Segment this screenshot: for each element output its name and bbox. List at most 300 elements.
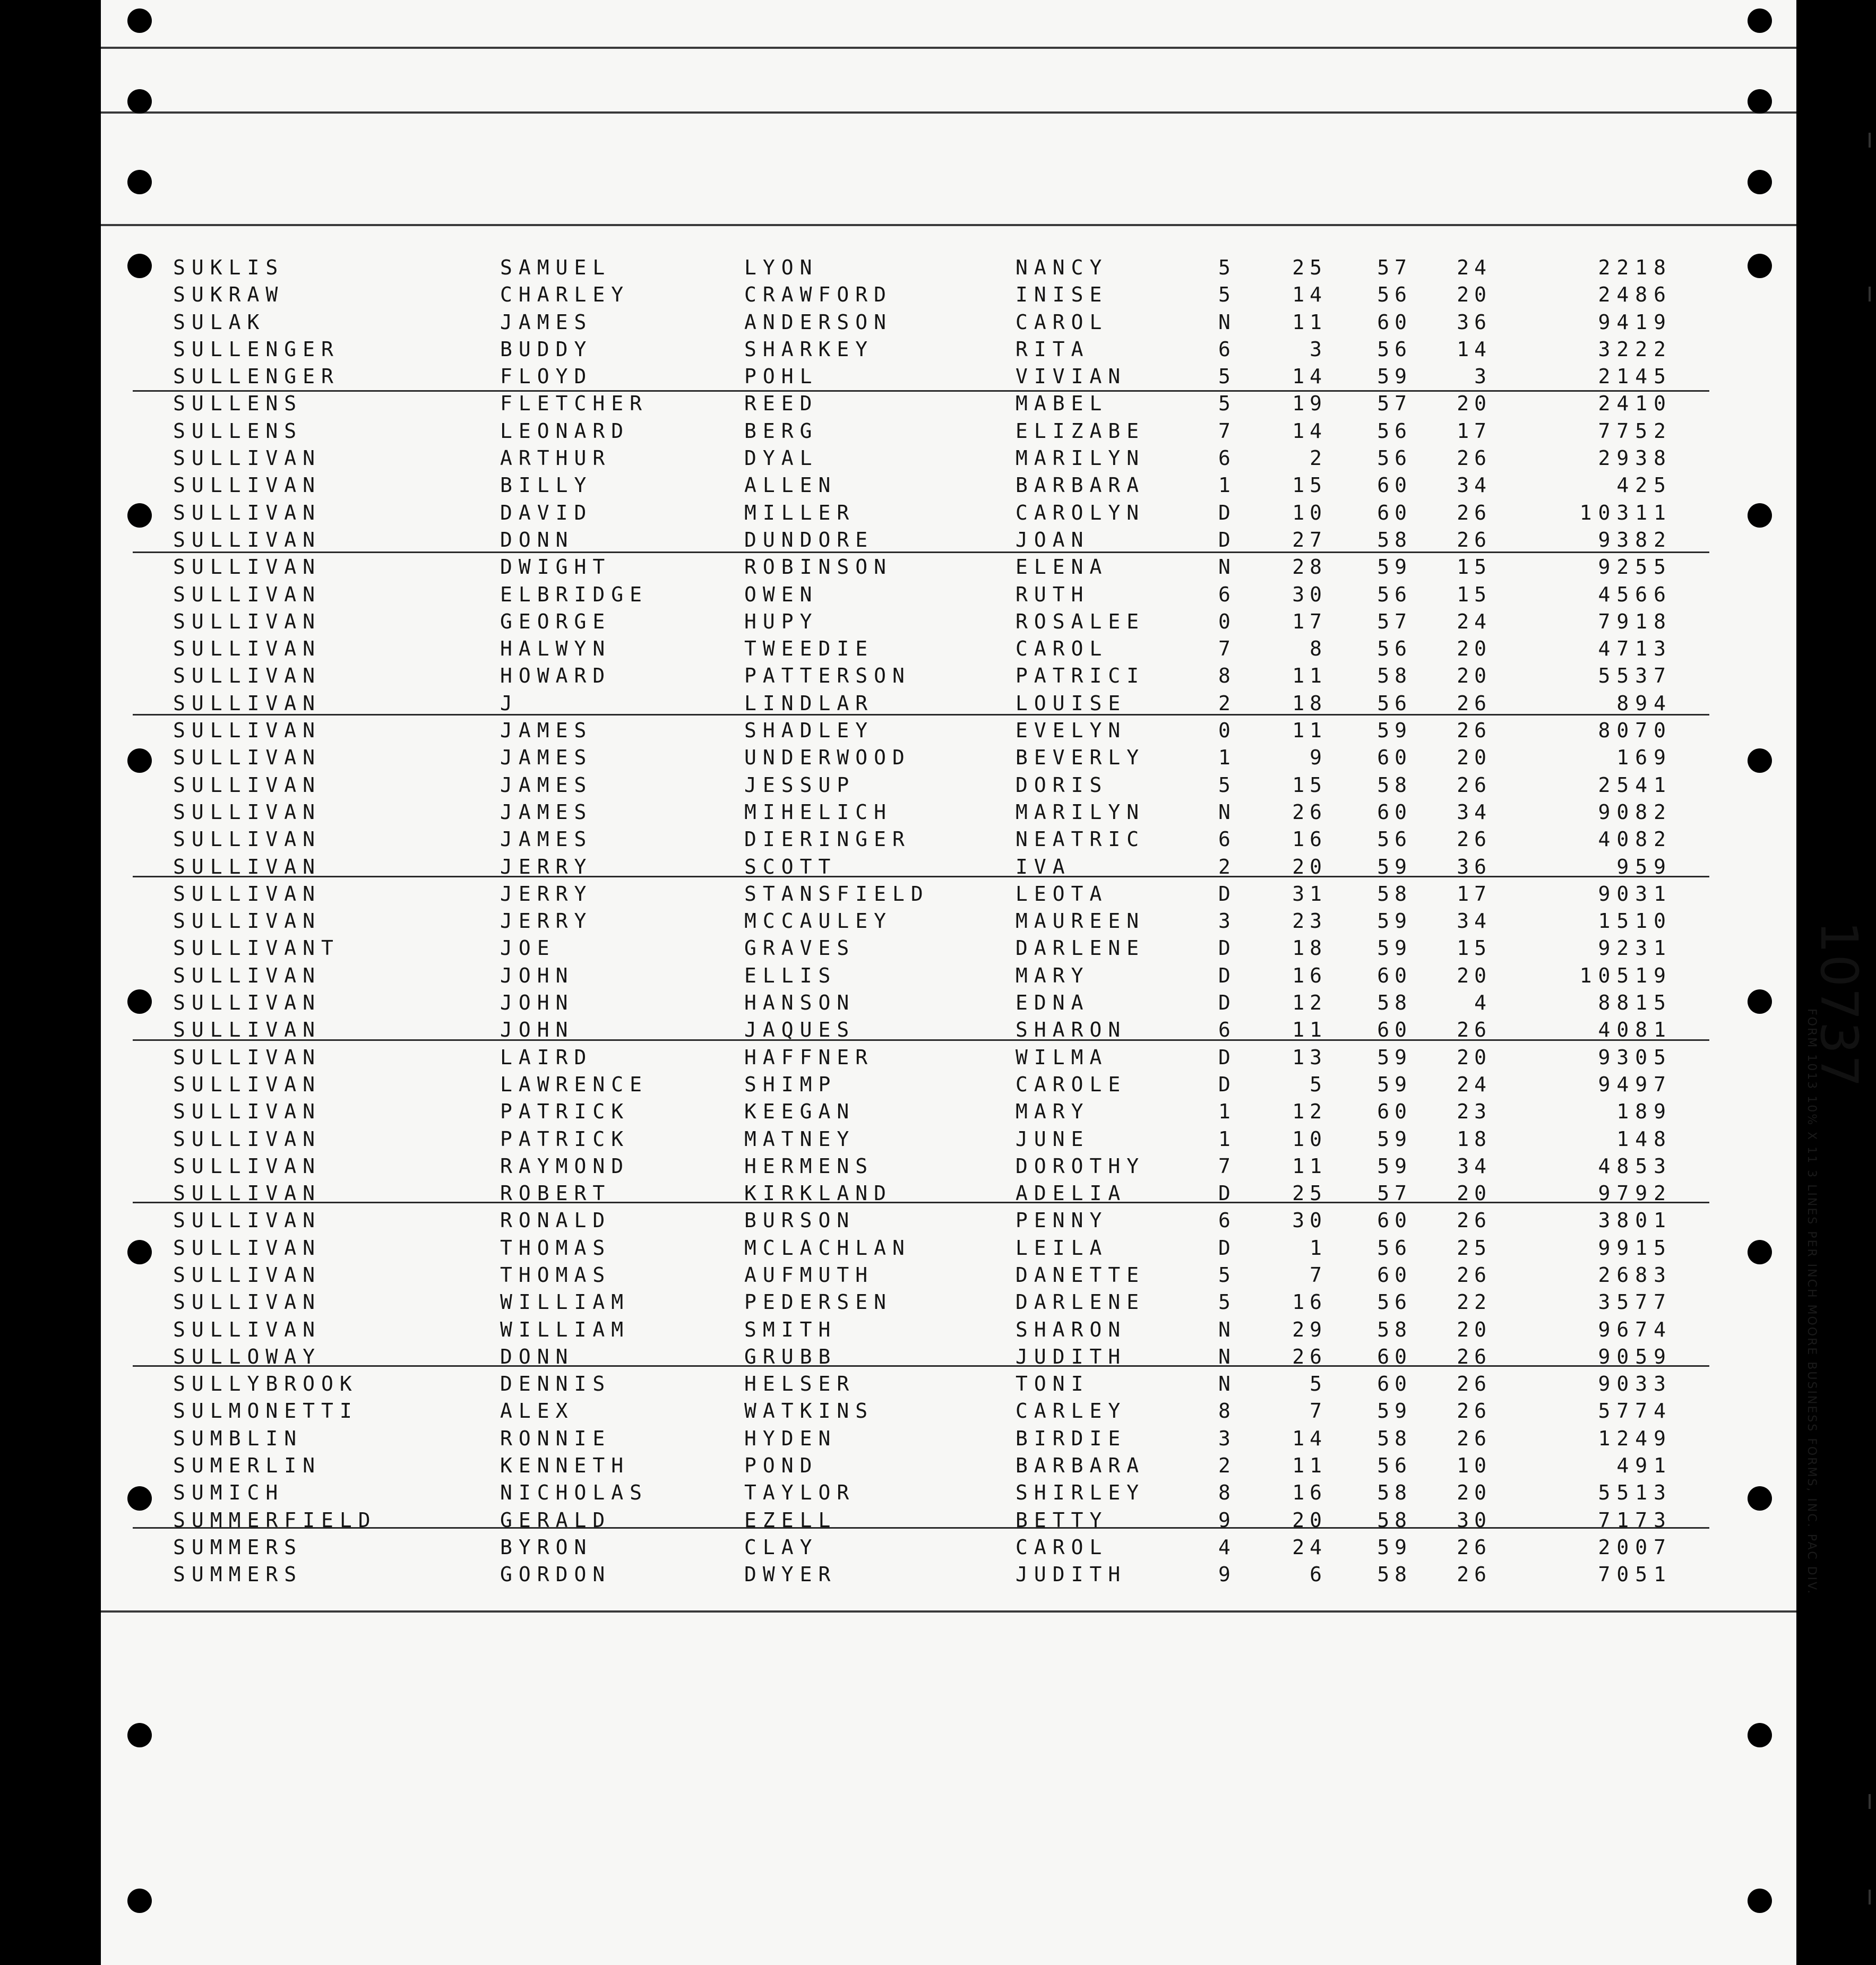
last-name: SUMMERS xyxy=(173,1535,303,1559)
record-code: 7 xyxy=(1218,637,1230,661)
spouse-first-name: CAROLE xyxy=(1016,1072,1127,1096)
last-name: SULLIVAN xyxy=(173,746,322,770)
last-name: SULLIVAN xyxy=(173,528,322,551)
number-value: 22 xyxy=(1457,1290,1492,1314)
record-code: 8 xyxy=(1218,1399,1230,1423)
spouse-first-name: MARY xyxy=(1016,963,1090,987)
spouse-first-name: DARLENE xyxy=(1016,936,1146,960)
day-value: 17 xyxy=(1292,609,1327,633)
year-value: 58 xyxy=(1377,882,1412,906)
record-row xyxy=(101,1533,1796,1561)
record-id: 7918 xyxy=(1598,609,1672,633)
spouse-first-name: CAROLYN xyxy=(1016,501,1146,524)
day-value: 8 xyxy=(1310,637,1327,661)
number-value: 26 xyxy=(1457,1372,1492,1396)
record-row xyxy=(101,335,1796,363)
spouse-first-name: EVELYN xyxy=(1016,719,1127,743)
record-row xyxy=(101,608,1796,635)
record-code: 3 xyxy=(1218,909,1230,933)
number-value: 20 xyxy=(1457,1182,1492,1205)
spouse-last-name: SHIMP xyxy=(744,1072,837,1096)
number-value: 26 xyxy=(1457,446,1492,470)
number-value: 34 xyxy=(1457,473,1492,497)
first-name: RONNIE xyxy=(500,1426,612,1450)
day-value: 12 xyxy=(1292,1100,1327,1124)
year-value: 59 xyxy=(1377,1127,1412,1151)
record-row xyxy=(101,1261,1796,1288)
spouse-last-name: GRUBB xyxy=(744,1345,837,1368)
spouse-first-name: MARILYN xyxy=(1016,446,1146,470)
spouse-last-name: SHARKEY xyxy=(744,337,874,361)
spouse-last-name: TAYLOR xyxy=(744,1481,856,1505)
record-code: 0 xyxy=(1218,719,1230,743)
first-name: GERALD xyxy=(500,1508,612,1532)
spouse-first-name: VIVIAN xyxy=(1016,365,1127,389)
number-value: 17 xyxy=(1457,419,1492,443)
tractor-feed-hole xyxy=(1748,8,1772,33)
day-value: 15 xyxy=(1292,473,1327,497)
spouse-last-name: SCOTT xyxy=(744,855,837,878)
spouse-first-name: JUNE xyxy=(1016,1127,1090,1151)
first-name: JERRY xyxy=(500,882,593,906)
first-name: JAMES xyxy=(500,800,593,824)
day-value: 26 xyxy=(1292,800,1327,824)
record-code: 6 xyxy=(1218,446,1230,470)
record-code: 8 xyxy=(1218,664,1230,688)
spouse-last-name: ROBINSON xyxy=(744,555,893,579)
tractor-feed-hole xyxy=(127,1889,152,1913)
last-name: SULLIVAN xyxy=(173,501,322,524)
number-value: 20 xyxy=(1457,1481,1492,1505)
tractor-feed-hole xyxy=(1748,89,1772,114)
day-value: 11 xyxy=(1292,1454,1327,1478)
record-id: 9255 xyxy=(1598,555,1672,579)
tractor-feed-hole xyxy=(127,89,152,114)
spouse-last-name: JESSUP xyxy=(744,773,856,797)
year-value: 56 xyxy=(1377,337,1412,361)
last-name: SULLOWAY xyxy=(173,1345,322,1368)
last-name: SULLIVAN xyxy=(173,719,322,743)
day-value: 16 xyxy=(1292,1290,1327,1314)
last-name: SUMERLIN xyxy=(173,1454,322,1478)
record-id: 894 xyxy=(1616,691,1672,715)
number-value: 3 xyxy=(1474,365,1492,389)
perforation-band xyxy=(101,47,1796,49)
record-code: 6 xyxy=(1218,828,1230,851)
spouse-last-name: PEDERSEN xyxy=(744,1290,893,1314)
number-value: 26 xyxy=(1457,691,1492,715)
record-code: 5 xyxy=(1218,365,1230,389)
year-value: 56 xyxy=(1377,828,1412,851)
number-value: 24 xyxy=(1457,609,1492,633)
number-value: 15 xyxy=(1457,555,1492,579)
spouse-last-name: LINDLAR xyxy=(744,691,874,715)
last-name: SULLIVAN xyxy=(173,609,322,633)
record-row xyxy=(101,662,1796,689)
record-id: 1510 xyxy=(1598,909,1672,933)
first-name: FLETCHER xyxy=(500,392,649,416)
record-id: 9674 xyxy=(1598,1317,1672,1341)
first-name: LAWRENCE xyxy=(500,1072,649,1096)
day-value: 18 xyxy=(1292,936,1327,960)
spouse-last-name: POND xyxy=(744,1454,819,1478)
record-id: 959 xyxy=(1616,855,1672,878)
year-value: 60 xyxy=(1377,1345,1412,1368)
first-name: ARTHUR xyxy=(500,446,612,470)
day-value: 14 xyxy=(1292,1426,1327,1450)
spouse-first-name: JUDITH xyxy=(1016,1345,1127,1368)
margin-tick xyxy=(1869,1794,1871,1809)
last-name: SUMICH xyxy=(173,1481,285,1505)
record-code: 6 xyxy=(1218,337,1230,361)
day-value: 18 xyxy=(1292,691,1327,715)
spouse-last-name: HERMENS xyxy=(744,1154,874,1178)
first-name: JOE xyxy=(500,936,556,960)
first-name: PATRICK xyxy=(500,1127,630,1151)
record-row xyxy=(101,390,1796,417)
spouse-last-name: BERG xyxy=(744,419,819,443)
perforation-band xyxy=(101,224,1796,226)
last-name: SULLENGER xyxy=(173,365,340,389)
day-value: 14 xyxy=(1292,419,1327,443)
spouse-first-name: MARY xyxy=(1016,1100,1090,1124)
spouse-first-name: IVA xyxy=(1016,855,1071,878)
number-value: 34 xyxy=(1457,909,1492,933)
year-value: 59 xyxy=(1377,909,1412,933)
spouse-last-name: BURSON xyxy=(744,1209,856,1233)
last-name: SULLIVAN xyxy=(173,1263,322,1287)
first-name: JAMES xyxy=(500,310,593,334)
day-value: 29 xyxy=(1292,1317,1327,1341)
year-value: 58 xyxy=(1377,1563,1412,1587)
last-name: SULLIVAN xyxy=(173,1209,322,1233)
first-name: WILLIAM xyxy=(500,1317,630,1341)
record-code: 2 xyxy=(1218,691,1230,715)
day-value: 25 xyxy=(1292,1182,1327,1205)
day-value: 3 xyxy=(1310,337,1327,361)
number-value: 26 xyxy=(1457,1563,1492,1587)
last-name: SULLIVAN xyxy=(173,1018,322,1042)
first-name: DONN xyxy=(500,528,574,551)
number-value: 26 xyxy=(1457,1426,1492,1450)
spouse-first-name: ELENA xyxy=(1016,555,1108,579)
day-value: 1 xyxy=(1310,1236,1327,1260)
spouse-last-name: WATKINS xyxy=(744,1399,874,1423)
spouse-last-name: DYAL xyxy=(744,446,819,470)
record-id: 425 xyxy=(1616,473,1672,497)
spouse-first-name: CAROL xyxy=(1016,1535,1108,1559)
record-id: 189 xyxy=(1616,1100,1672,1124)
spouse-first-name: DOROTHY xyxy=(1016,1154,1146,1178)
spouse-first-name: INISE xyxy=(1016,283,1108,307)
record-code: 7 xyxy=(1218,419,1230,443)
day-value: 16 xyxy=(1292,1481,1327,1505)
record-id: 2938 xyxy=(1598,446,1672,470)
first-name: JOHN xyxy=(500,991,574,1015)
sheet-number-stamp: 10737 xyxy=(1809,921,1869,1089)
year-value: 58 xyxy=(1377,1481,1412,1505)
record-code: 1 xyxy=(1218,473,1230,497)
day-value: 10 xyxy=(1292,501,1327,524)
record-code: N xyxy=(1218,1372,1230,1396)
record-row xyxy=(101,254,1796,281)
year-value: 60 xyxy=(1377,1209,1412,1233)
spouse-last-name: MCCAULEY xyxy=(744,909,893,933)
first-name: JAMES xyxy=(500,828,593,851)
record-id: 2007 xyxy=(1598,1535,1672,1559)
number-value: 26 xyxy=(1457,1535,1492,1559)
record-id: 10311 xyxy=(1579,501,1672,524)
last-name: SULLIVAN xyxy=(173,991,322,1015)
tractor-feed-hole xyxy=(127,1723,152,1747)
record-id: 9915 xyxy=(1598,1236,1672,1260)
record-id: 2410 xyxy=(1598,392,1672,416)
last-name: SULLIVAN xyxy=(173,1236,322,1260)
day-value: 28 xyxy=(1292,555,1327,579)
record-row xyxy=(101,1506,1796,1533)
spouse-last-name: MILLER xyxy=(744,501,856,524)
spouse-first-name: CAROL xyxy=(1016,310,1108,334)
last-name: SULLIVAN xyxy=(173,582,322,606)
day-value: 30 xyxy=(1292,582,1327,606)
record-row xyxy=(101,526,1796,553)
day-value: 11 xyxy=(1292,1018,1327,1042)
record-row xyxy=(101,1316,1796,1343)
spouse-last-name: UNDERWOOD xyxy=(744,746,911,770)
spouse-first-name: LOUISE xyxy=(1016,691,1127,715)
last-name: SUMMERS xyxy=(173,1563,303,1587)
record-id: 9305 xyxy=(1598,1045,1672,1069)
record-id: 7051 xyxy=(1598,1563,1672,1587)
day-value: 5 xyxy=(1310,1372,1327,1396)
first-name: JAMES xyxy=(500,746,593,770)
day-value: 24 xyxy=(1292,1535,1327,1559)
first-name: RAYMOND xyxy=(500,1154,630,1178)
record-code: 3 xyxy=(1218,1426,1230,1450)
record-id: 7173 xyxy=(1598,1508,1672,1532)
year-value: 57 xyxy=(1377,256,1412,279)
number-value: 34 xyxy=(1457,1154,1492,1178)
tractor-feed-hole xyxy=(127,8,152,33)
day-value: 11 xyxy=(1292,719,1327,743)
record-row xyxy=(101,1370,1796,1397)
record-id: 8070 xyxy=(1598,719,1672,743)
year-value: 56 xyxy=(1377,1290,1412,1314)
first-name: BYRON xyxy=(500,1535,593,1559)
number-value: 36 xyxy=(1457,310,1492,334)
record-code: N xyxy=(1218,1345,1230,1368)
number-value: 26 xyxy=(1457,1399,1492,1423)
record-id: 491 xyxy=(1616,1454,1672,1478)
record-row xyxy=(101,1179,1796,1206)
year-value: 57 xyxy=(1377,1182,1412,1205)
record-id: 4713 xyxy=(1598,637,1672,661)
record-row xyxy=(101,417,1796,444)
year-value: 59 xyxy=(1377,1045,1412,1069)
record-row xyxy=(101,1098,1796,1125)
last-name: SUKRAW xyxy=(173,283,285,307)
record-id: 2683 xyxy=(1598,1263,1672,1287)
record-code: 6 xyxy=(1218,582,1230,606)
first-name: JERRY xyxy=(500,909,593,933)
spouse-first-name: JOAN xyxy=(1016,528,1090,551)
spouse-first-name: NANCY xyxy=(1016,256,1108,279)
spouse-last-name: DIERINGER xyxy=(744,828,911,851)
day-value: 7 xyxy=(1310,1263,1327,1287)
record-id: 9792 xyxy=(1598,1182,1672,1205)
record-code: 0 xyxy=(1218,609,1230,633)
first-name: BUDDY xyxy=(500,337,593,361)
year-value: 58 xyxy=(1377,1508,1412,1532)
spouse-first-name: LEOTA xyxy=(1016,882,1108,906)
record-row xyxy=(101,853,1796,880)
record-id: 2486 xyxy=(1598,283,1672,307)
record-code: N xyxy=(1218,800,1230,824)
spouse-last-name: CRAWFORD xyxy=(744,283,893,307)
number-value: 14 xyxy=(1457,337,1492,361)
record-id: 5774 xyxy=(1598,1399,1672,1423)
record-code: 5 xyxy=(1218,283,1230,307)
record-code: 5 xyxy=(1218,773,1230,797)
first-name: LEONARD xyxy=(500,419,630,443)
record-row xyxy=(101,1044,1796,1071)
spouse-first-name: BIRDIE xyxy=(1016,1426,1127,1450)
record-id: 7752 xyxy=(1598,419,1672,443)
spouse-last-name: LYON xyxy=(744,256,819,279)
first-name: JERRY xyxy=(500,855,593,878)
day-value: 30 xyxy=(1292,1209,1327,1233)
day-value: 7 xyxy=(1310,1399,1327,1423)
year-value: 58 xyxy=(1377,664,1412,688)
spouse-last-name: HELSER xyxy=(744,1372,856,1396)
day-value: 27 xyxy=(1292,528,1327,551)
first-name: RONALD xyxy=(500,1209,612,1233)
record-code: 2 xyxy=(1218,855,1230,878)
record-id: 10519 xyxy=(1579,963,1672,987)
number-value: 10 xyxy=(1457,1454,1492,1478)
record-id: 8815 xyxy=(1598,991,1672,1015)
year-value: 60 xyxy=(1377,1018,1412,1042)
record-row xyxy=(101,880,1796,907)
record-id: 4853 xyxy=(1598,1154,1672,1178)
record-code: 2 xyxy=(1218,1454,1230,1478)
record-code: N xyxy=(1218,310,1230,334)
record-row xyxy=(101,989,1796,1016)
record-row xyxy=(101,825,1796,852)
record-row xyxy=(101,934,1796,961)
number-value: 25 xyxy=(1457,1236,1492,1260)
number-value: 26 xyxy=(1457,1345,1492,1368)
record-id: 3801 xyxy=(1598,1209,1672,1233)
first-name: BILLY xyxy=(500,473,593,497)
record-code: 5 xyxy=(1218,256,1230,279)
day-value: 5 xyxy=(1310,1072,1327,1096)
record-code: 5 xyxy=(1218,392,1230,416)
first-name: DAVID xyxy=(500,501,593,524)
spouse-first-name: RITA xyxy=(1016,337,1090,361)
first-name: WILLIAM xyxy=(500,1290,630,1314)
spouse-first-name: MARILYN xyxy=(1016,800,1146,824)
first-name: DONN xyxy=(500,1345,574,1368)
last-name: SULLIVAN xyxy=(173,446,322,470)
record-code: D xyxy=(1218,963,1230,987)
record-row xyxy=(101,717,1796,744)
first-name: THOMAS xyxy=(500,1236,612,1260)
last-name: SULLIVAN xyxy=(173,855,322,878)
record-id: 5537 xyxy=(1598,664,1672,688)
record-code: 8 xyxy=(1218,1481,1230,1505)
record-row xyxy=(101,962,1796,989)
record-code: 1 xyxy=(1218,1127,1230,1151)
record-id: 9059 xyxy=(1598,1345,1672,1368)
first-name: ELBRIDGE xyxy=(500,582,649,606)
tractor-feed-hole xyxy=(127,170,152,194)
spouse-last-name: HUPY xyxy=(744,609,819,633)
number-value: 17 xyxy=(1457,882,1492,906)
day-value: 15 xyxy=(1292,773,1327,797)
last-name: SUMBLIN xyxy=(173,1426,303,1450)
record-id: 9497 xyxy=(1598,1072,1672,1096)
last-name: SULMONETTI xyxy=(173,1399,358,1423)
first-name: THOMAS xyxy=(500,1263,612,1287)
last-name: SULLIVAN xyxy=(173,473,322,497)
record-row xyxy=(101,1016,1796,1043)
last-name: SULLIVANT xyxy=(173,936,340,960)
year-value: 58 xyxy=(1377,528,1412,551)
last-name: SULLIVAN xyxy=(173,691,322,715)
spouse-first-name: PENNY xyxy=(1016,1209,1108,1233)
number-value: 20 xyxy=(1457,746,1492,770)
record-code: D xyxy=(1218,1072,1230,1096)
record-code: 4 xyxy=(1218,1535,1230,1559)
spouse-first-name: CAROL xyxy=(1016,637,1108,661)
year-value: 56 xyxy=(1377,1236,1412,1260)
record-row xyxy=(101,635,1796,662)
last-name: SULLIVAN xyxy=(173,773,322,797)
day-value: 31 xyxy=(1292,882,1327,906)
record-id: 5513 xyxy=(1598,1481,1672,1505)
record-id: 9082 xyxy=(1598,800,1672,824)
spouse-last-name: DUNDORE xyxy=(744,528,874,551)
year-value: 56 xyxy=(1377,691,1412,715)
spouse-last-name: HYDEN xyxy=(744,1426,837,1450)
day-value: 26 xyxy=(1292,1345,1327,1368)
spouse-last-name: PATTERSON xyxy=(744,664,911,688)
record-row xyxy=(101,471,1796,498)
record-id: 2541 xyxy=(1598,773,1672,797)
record-code: 7 xyxy=(1218,1154,1230,1178)
record-row xyxy=(101,1125,1796,1152)
year-value: 56 xyxy=(1377,582,1412,606)
year-value: 59 xyxy=(1377,1535,1412,1559)
day-value: 9 xyxy=(1310,746,1327,770)
first-name: CHARLEY xyxy=(500,283,630,307)
number-value: 20 xyxy=(1457,283,1492,307)
year-value: 59 xyxy=(1377,936,1412,960)
record-code: N xyxy=(1218,555,1230,579)
spouse-first-name: PATRICI xyxy=(1016,664,1146,688)
spouse-first-name: BARBARA xyxy=(1016,1454,1146,1478)
last-name: SULLIVAN xyxy=(173,1127,322,1151)
record-row xyxy=(101,1288,1796,1315)
number-value: 20 xyxy=(1457,664,1492,688)
year-value: 57 xyxy=(1377,609,1412,633)
year-value: 60 xyxy=(1377,1100,1412,1124)
last-name: SULAK xyxy=(173,310,266,334)
record-code: D xyxy=(1218,1045,1230,1069)
year-value: 59 xyxy=(1377,555,1412,579)
last-name: SUMMERFIELD xyxy=(173,1508,377,1532)
